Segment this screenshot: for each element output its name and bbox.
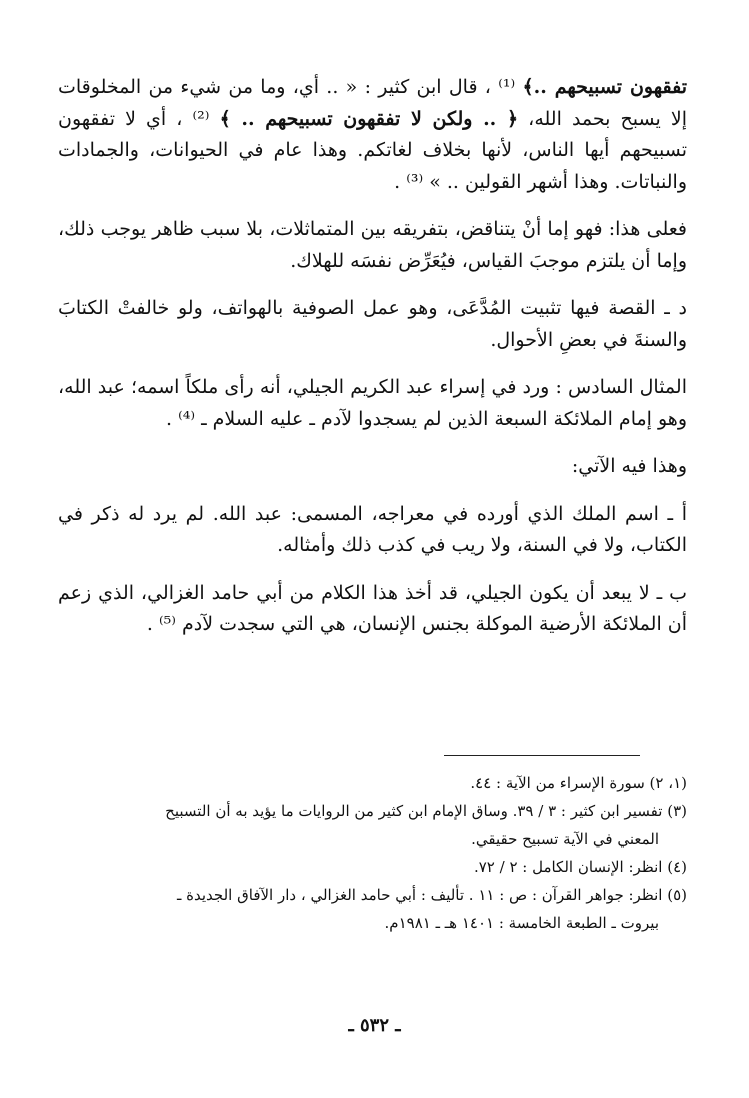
- footnote-separator: [444, 755, 640, 756]
- footnote-1-2: (١، ٢) سورة الإسراء من الآية : ٤٤.: [470, 774, 687, 792]
- footnote-5: (٥) انظر: جواهر القرآن : ص : ١١ . تأليف : أبي حامد الغزالي ، دار الآفاق الجديدة ـ: [176, 886, 687, 904]
- footnote-5-continued: بيروت ـ الطبعة الخامسة : ١٤٠١ هـ ـ ١٩٨١م.: [384, 914, 659, 932]
- paragraph-point-b: ب ـ لا يبعد أن يكون الجيلي، قد أخذ هذا الكلام من أبي حامد الغزالي، الذي زعم أن الملائكة الأرضية الموكلة بجنس الإنسان، هي التي سجدت لآدم ⁽⁵⁾ .: [58, 581, 687, 635]
- main-text: [58, 72, 687, 641]
- paragraph-conclusion: فعلى هذا: فهو إما أنْ يتناقض، بتفريقه بين المتماثلات، بلا سبب ظاهر يوجب ذلك، وإما أن يلتزم موجبَ القياس، فيُعَرِّض نفسَه للهلاك.: [58, 218, 687, 272]
- footnote-3-continued: المعني في الآية تسبيح حقيقي.: [471, 830, 659, 848]
- paragraph-example-six: المثال السادس : ورد في إسراء عبد الكريم الجيلي، أنه رأى ملكاً اسمه؛ عبد الله، وهو إمام الملائكة السبعة الذين لم يسجدوا لآدم ـ عليه السلام ـ ⁽⁴⁾ .: [58, 376, 687, 430]
- quran-verse: ﴿ .. ولكن لا تفقهون تسبيحهم .. ﴾: [219, 107, 519, 130]
- paragraph-point-d: د ـ القصة فيها تثبيت المُدَّعَى، وهو عمل الصوفية بالهواتف، ولو خالفتْ الكتابَ والسنةَ في بعضِ الأحوال.: [58, 297, 687, 351]
- page-number: ـ ٥٣٢ ـ: [348, 1015, 401, 1036]
- quote-text: ⁽¹⁾ ، قال ابن كثير : « .. أي، وما من شيء من المخلوقات إلا يسبح بحمد الله،: [58, 76, 687, 130]
- footnotes: [58, 770, 687, 938]
- quote-paragraph: [58, 72, 687, 198]
- footnote-3: (٣) تفسير ابن كثير : ٣ / ٣٩. وساق الإمام ابن كثير من الروايات ما يؤيد به أن التسبيح: [165, 802, 687, 820]
- footnote-4: (٤) انظر: الإنسان الكامل : ٢ / ٧٢.: [473, 858, 687, 876]
- quote-text-continued: ⁽²⁾ ، أي لا تفقهون تسبيحهم أيها الناس، لأنها بخلاف لغاتكم. وهذا عام في الحيوانات، والجمادات والنباتات. وهذا أشهر القولين .. » ⁽³⁾ .: [58, 107, 687, 193]
- paragraph-intro: وهذا فيه الآتي:: [571, 455, 687, 477]
- quran-verse-fragment: تفقهون تسبيحهم ..﴾: [522, 76, 687, 98]
- paragraph-point-a: أ ـ اسم الملك الذي أورده في معراجه، المسمى: عبد الله. لم يرد له ذكر في الكتاب، ولا في السنة، ولا ريب في كذب ذلك وأمثاله.: [58, 502, 687, 556]
